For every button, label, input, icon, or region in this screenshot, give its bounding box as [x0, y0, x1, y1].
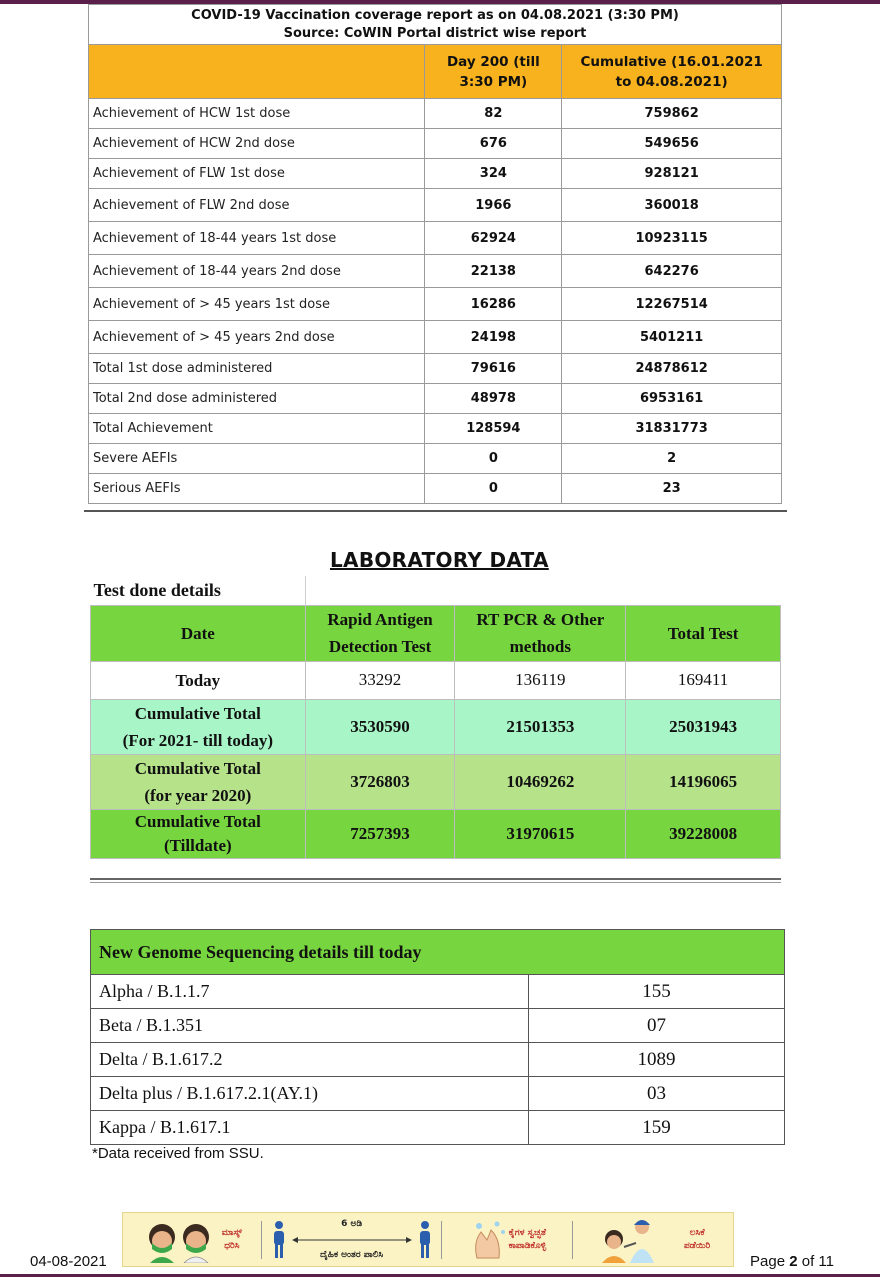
row-label: Achievement of FLW 2nd dose: [89, 189, 425, 222]
row-label: Today: [91, 661, 306, 699]
row-label: Total 1st dose administered: [89, 354, 425, 384]
cumulative-value: 360018: [562, 189, 782, 222]
table-row: [91, 975, 785, 1009]
day-value: 48978: [425, 384, 562, 414]
variant-name: Beta / B.1.351: [91, 1009, 529, 1043]
variant-name: Delta / B.1.617.2: [91, 1043, 529, 1077]
rapid-value: 33292: [305, 661, 455, 699]
rtpcr-value: 21501353: [455, 699, 626, 754]
vaccination-title-line1: COVID-19 Vaccination coverage report as on 04.08.2021 (3:30 PM): [191, 7, 679, 23]
handwash-segment: [442, 1213, 572, 1266]
lab-row-today: [91, 661, 781, 699]
vaccination-header-row: [89, 45, 782, 99]
vaccination-table: [88, 4, 782, 504]
day-value: 128594: [425, 414, 562, 444]
cumulative-value: 31831773: [562, 414, 782, 444]
row-label-line2: (for year 2020): [144, 785, 252, 805]
row-label: Total Achievement: [89, 414, 425, 444]
variant-count: 155: [529, 975, 785, 1009]
lab-caption-blank: [305, 576, 780, 605]
day-value: 79616: [425, 354, 562, 384]
cumulative-header-line1: Cumulative (16.01.2021: [580, 53, 763, 70]
day-header-line2: 3:30 PM): [459, 73, 528, 90]
row-label: [91, 699, 306, 754]
day-value: 0: [425, 474, 562, 504]
mask-segment: [123, 1213, 261, 1266]
lab-row-cumulative-tilldate: [91, 809, 781, 858]
rtpcr-value: 31970615: [455, 809, 626, 858]
day-value: 0: [425, 444, 562, 474]
day-value: 676: [425, 129, 562, 159]
cumulative-value: 24878612: [562, 354, 782, 384]
mask-text-line2: ಧರಿಸಿ: [224, 1240, 240, 1251]
rtpcr-header-line2: methods: [509, 637, 572, 656]
table-row: [89, 129, 782, 159]
handwash-text-line1: ಕೈಗಳ ಸ್ವಚ್ಛತೆ: [508, 1227, 546, 1238]
table-row: [89, 255, 782, 288]
row-label: Achievement of HCW 2nd dose: [89, 129, 425, 159]
distance-value: 6 ಅಡಿ: [341, 1218, 363, 1229]
row-label: Serious AEFIs: [89, 474, 425, 504]
cumulative-value: 12267514: [562, 288, 782, 321]
row-label: Achievement of 18-44 years 2nd dose: [89, 255, 425, 288]
row-label: Achievement of FLW 1st dose: [89, 159, 425, 189]
cumulative-header-line2: to 04.08.2021): [615, 73, 728, 90]
table-row: [89, 288, 782, 321]
distance-text-block: [287, 1218, 417, 1262]
table-row: [91, 1111, 785, 1145]
handwash-text-line2: ಕಾಪಾಡಿಕೊಳ್ಳಿ: [508, 1240, 547, 1251]
day-value: 82: [425, 99, 562, 129]
total-value: 169411: [626, 661, 781, 699]
table-row: [89, 159, 782, 189]
cumulative-value: 642276: [562, 255, 782, 288]
table-row: [89, 354, 782, 384]
page-prefix: Page: [750, 1253, 786, 1270]
day-value: 324: [425, 159, 562, 189]
table-row: [89, 189, 782, 222]
row-label: Achievement of 18-44 years 1st dose: [89, 222, 425, 255]
bottom-border: [0, 1274, 880, 1277]
cumulative-column-header: [562, 45, 782, 99]
rtpcr-header: [455, 605, 626, 661]
day-value: 16286: [425, 288, 562, 321]
vaccine-segment: [573, 1213, 733, 1266]
page-number: 2: [789, 1253, 798, 1270]
rapid-antigen-header: [305, 605, 455, 661]
genome-heading: New Genome Sequencing details till today: [91, 930, 785, 975]
row-label: Achievement of > 45 years 2nd dose: [89, 321, 425, 354]
row-label-line2: (Tilldate): [163, 835, 232, 855]
table-row: [89, 321, 782, 354]
vaccination-source: Source: CoWIN Portal district wise report: [283, 25, 587, 41]
row-label: Achievement of HCW 1st dose: [89, 99, 425, 129]
rapid-header-line2: Detection Test: [328, 637, 432, 656]
vaccine-text: [684, 1227, 710, 1253]
masked-faces-icon: [142, 1217, 222, 1263]
row-label: Total 2nd dose administered: [89, 384, 425, 414]
total-value: 14196065: [626, 754, 781, 809]
table-row: [89, 474, 782, 504]
genome-table: [90, 929, 785, 1145]
lab-row-cumulative-2021: [91, 699, 781, 754]
row-label: Achievement of > 45 years 1st dose: [89, 288, 425, 321]
row-label-line1: Cumulative Total: [134, 811, 261, 831]
cumulative-value: 928121: [562, 159, 782, 189]
vaccination-title-row: [89, 5, 782, 45]
table-row: [91, 1009, 785, 1043]
lab-heading: LABORATORY DATA: [330, 548, 549, 572]
vaccination-icon: [596, 1217, 660, 1263]
variant-count: 159: [529, 1111, 785, 1145]
row-label-line2: (For 2021- till today): [122, 730, 273, 750]
total-value: 25031943: [626, 699, 781, 754]
cumulative-value: 6953161: [562, 384, 782, 414]
row-label-line1: Cumulative Total: [134, 703, 261, 723]
variant-count: 1089: [529, 1043, 785, 1077]
vaccination-header-blank: [89, 45, 425, 99]
variant-name: Delta plus / B.1.617.2.1(AY.1): [91, 1077, 529, 1111]
row-label: [91, 809, 306, 858]
rapid-value: 3530590: [305, 699, 455, 754]
day-value: 62924: [425, 222, 562, 255]
cumulative-value: 2: [562, 444, 782, 474]
mask-text-line1: ಮಾಸ್ಕ್: [221, 1227, 243, 1238]
table-row: [91, 1077, 785, 1111]
variant-name: Alpha / B.1.1.7: [91, 975, 529, 1009]
handwash-text: [509, 1227, 546, 1253]
cumulative-value: 759862: [562, 99, 782, 129]
footer-date: 04-08-2021: [30, 1253, 107, 1270]
table-row: [89, 384, 782, 414]
mask-text: [222, 1227, 242, 1253]
lab-bottom-rule: [90, 878, 781, 880]
day-value: 22138: [425, 255, 562, 288]
distance-text: ದೈಹಿಕ ಅಂತರ ಪಾಲಿಸಿ: [320, 1249, 384, 1260]
vaccine-text-line1: ಲಸಿಕೆ: [689, 1227, 705, 1238]
rapid-header-line1: Rapid Antigen: [327, 610, 433, 629]
table-row: [89, 99, 782, 129]
variant-count: 07: [529, 1009, 785, 1043]
row-label: [91, 754, 306, 809]
handwash-icon: [469, 1218, 509, 1262]
page-suffix: of 11: [801, 1253, 834, 1270]
person-icon: [271, 1220, 287, 1260]
lab-caption: Test done details: [93, 579, 221, 600]
distance-segment: [262, 1213, 442, 1266]
day-value: 1966: [425, 189, 562, 222]
lab-header-row: [91, 605, 781, 661]
lab-caption-row: [91, 576, 781, 605]
person-icon: [417, 1220, 433, 1260]
total-test-header: Total Test: [626, 605, 781, 661]
variant-count: 03: [529, 1077, 785, 1111]
variant-name: Kappa / B.1.617.1: [91, 1111, 529, 1145]
distance-arrow-icon: [292, 1236, 412, 1244]
total-value: 39228008: [626, 809, 781, 858]
cumulative-value: 549656: [562, 129, 782, 159]
rtpcr-header-line1: RT PCR & Other: [476, 610, 605, 629]
table-row: [89, 222, 782, 255]
lab-table: [90, 576, 781, 859]
vaccination-title: [89, 5, 782, 45]
day-value: 24198: [425, 321, 562, 354]
lab-row-cumulative-2020: [91, 754, 781, 809]
cumulative-value: 5401211: [562, 321, 782, 354]
cumulative-value: 23: [562, 474, 782, 504]
day-column-header: [425, 45, 562, 99]
table-row: [89, 414, 782, 444]
rtpcr-value: 136119: [455, 661, 626, 699]
vaccine-text-line2: ಪಡೆಯಿರಿ: [683, 1240, 711, 1251]
row-label: Severe AEFIs: [89, 444, 425, 474]
table-row: [89, 444, 782, 474]
genome-header-row: [91, 930, 785, 975]
covid-behaviour-banner: [122, 1212, 734, 1267]
rtpcr-value: 10469262: [455, 754, 626, 809]
page-indicator: [750, 1253, 834, 1270]
lab-bottom-rule-thin: [90, 882, 781, 883]
date-header: Date: [91, 605, 306, 661]
vaccination-bottom-rule: [84, 510, 787, 512]
rapid-value: 3726803: [305, 754, 455, 809]
day-header-line1: Day 200 (till: [446, 53, 540, 70]
cumulative-value: 10923115: [562, 222, 782, 255]
genome-footnote: *Data received from SSU.: [92, 1145, 264, 1162]
row-label-line1: Cumulative Total: [134, 758, 261, 778]
table-row: [91, 1043, 785, 1077]
rapid-value: 7257393: [305, 809, 455, 858]
